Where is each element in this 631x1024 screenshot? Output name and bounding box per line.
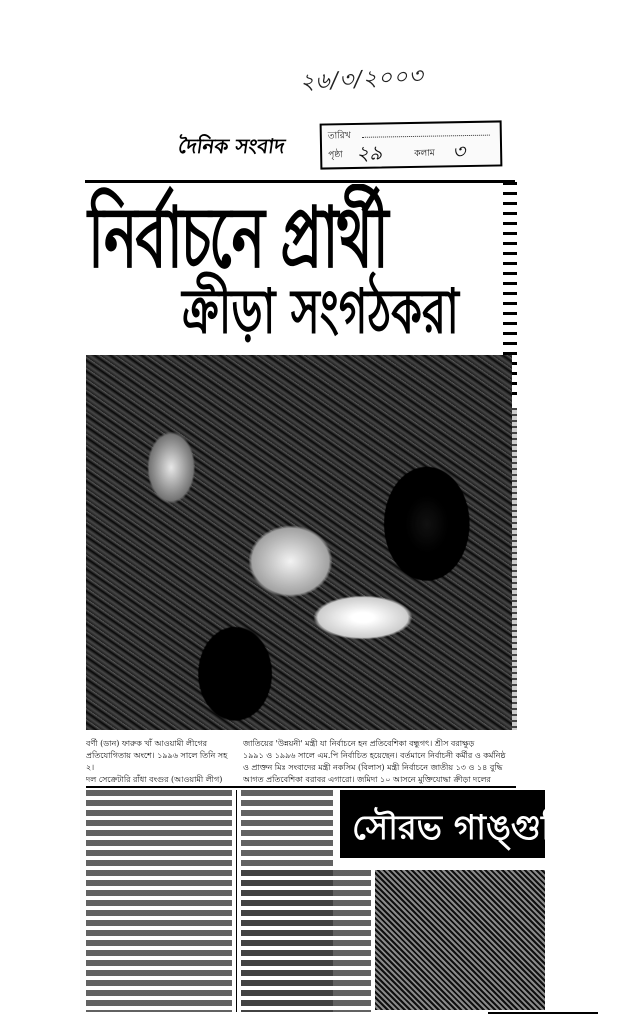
caption-right-2: ১৯৯১ ও ১৯৯৬ সালে এম.পি নির্বাচিত হয়েছেন। বর্তমানে নির্বাচনী কর্মীর ও কর্মনিষ্ঠ (243, 751, 506, 760)
stamp-page-value: ২৯ (355, 140, 383, 165)
article-column-1 (86, 790, 232, 1012)
caption-left-4: দল সেক্রেটারি রাঁধা বংগুর (আওয়ামী লীগ) (86, 775, 223, 784)
caption-left-1: বর্ণী (ডান) ফারুক খাঁ আওয়ামী লীগের (86, 739, 208, 748)
stamp-column-label: কলাম (414, 148, 435, 159)
archive-stamp (320, 120, 503, 169)
caption-right-3: ও প্রাক্তন মিঃ সংবাদের মন্ত্রী নকসিম (বিলাস) মন্ত্রী নির্বাচনে জাতীয় ১৩ ও ১৪ বুদ্ধি (243, 763, 503, 772)
caption-right-1: জাতিয়ের 'উন্নয়নী' মন্ত্রী যা নির্বাচনে হন প্রতিবেশিকা বন্ধুগৎ। শ্রীস বরাক্ষুড় (243, 739, 475, 748)
handwritten-date: ২৬/৩/২০০৩ (299, 63, 425, 96)
caption-divider (86, 786, 516, 788)
bottom-rule (488, 1012, 598, 1014)
sidebar-photo (375, 870, 545, 1010)
caption-right-4: আগত প্রতিবেশিকা বরাবর এগারো। জমিদা ১০ আসনে মুক্তিযোদ্ধা ক্রীড়া দলের (243, 775, 491, 784)
article-column-2-lower (241, 870, 371, 1012)
stamp-date-line (362, 135, 490, 138)
caption-left-2: প্রতিযোগিতায় অংশে। ১৯৯৬ সালে তিনি সহ (86, 751, 228, 760)
headline-line-1: নির্বাচনে প্রার্থী (88, 188, 387, 288)
stamp-column-value: ৩ (451, 139, 466, 164)
stamp-page-label: পৃষ্ঠা (328, 150, 343, 161)
sidebar-heading-box (340, 790, 577, 858)
news-photo (86, 355, 512, 730)
column-divider (236, 790, 237, 1012)
sidebar-heading: সৌরভ গাঙ্গুলি (352, 808, 577, 848)
newspaper-masthead: দৈনিক সংবাদ (176, 134, 287, 158)
caption-left-3: ২। (86, 763, 95, 772)
headline-line-2: ক্রীড়া সংগঠকরা (182, 276, 459, 348)
stamp-date-label: তারিখ (327, 131, 351, 142)
